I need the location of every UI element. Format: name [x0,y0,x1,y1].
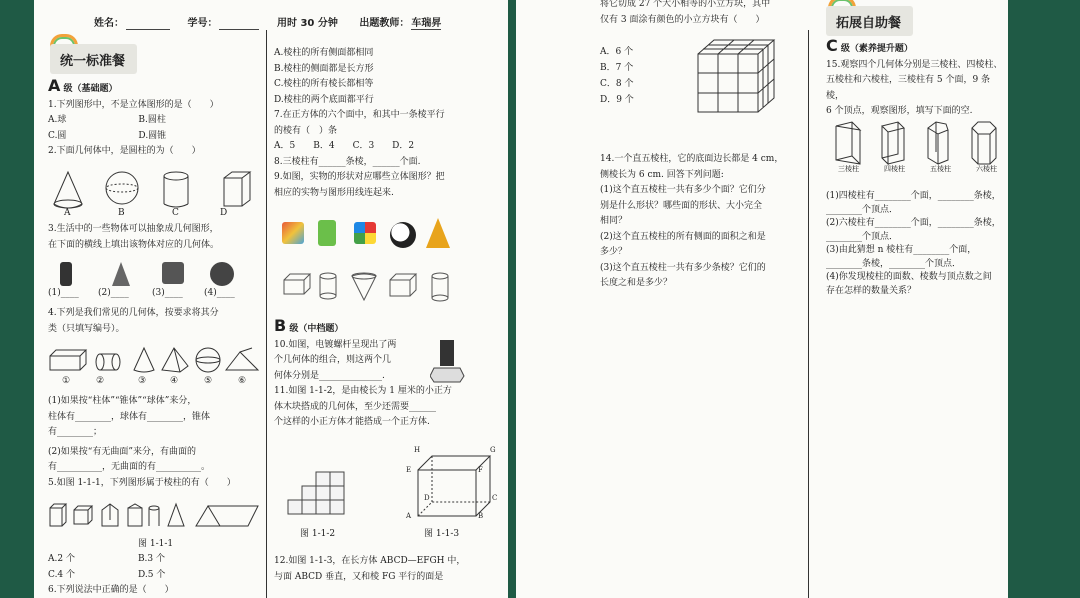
q7-options: A．5 B．4 C．3 D．2 [274,141,415,151]
fig-1-1-3-caption: 图 1-1-3 [424,529,460,539]
right-column [274,46,506,201]
level-b-heading: B 级（中档题） [274,316,344,335]
q14-part-2b: 多少？ [600,247,628,257]
q15-part-4a: (4)你发现棱柱的面数、棱数与顶点数之间 [826,272,992,282]
rubiks-cube-image [162,262,184,284]
worksheet-page-left [34,0,508,598]
q14-part-1a: (1)这个直五棱柱一共有多少个面？它们分 [600,185,766,195]
level-b-section [274,318,506,431]
q1: 1.下列图形中，不是立体图形的是（ ） [48,99,219,110]
level-c-heading: C 级（素养提升题） [826,36,913,55]
q14-part-2a: (2)这个直五棱柱的所有侧面的面积之和是 [600,231,766,242]
q2-label-c: C [172,208,179,218]
q10-line-3: 何体分别是______________. [274,370,385,381]
q14-line-1: 14.一个直五棱柱，它的底面边长都是 4 cm， [600,154,784,164]
teacher-label: 出题教师： [359,18,410,29]
q13-opt-a: A．6 个 [600,47,634,57]
basketball-image [210,262,234,286]
q2: 2.下面几何体中，是圆柱的为（ ） [48,146,201,156]
label-f: F [478,466,483,474]
q2-label-a: A [64,208,71,218]
q9-line-1: 9.如图，实物的形状对应哪些立体图形？把 [274,172,445,182]
q4-shapes-figure [48,346,260,376]
q13-opt-c: C．8 个 [600,79,634,89]
books-image [282,222,304,244]
fig-1-1-3-cuboid [410,452,498,522]
q3-blank-4[interactable]: (4)____ [204,288,235,298]
q15-line-1: 15.观察四个几何体分别是三棱柱、四棱柱、 [826,59,1003,70]
q14-text [600,152,800,292]
q4-part-1c: 有________； [48,427,103,437]
number-label: 学号： [187,18,218,29]
time-label: 用时 30 分钟 [276,18,338,29]
q12-text [274,554,506,585]
cone-photo-image [112,262,130,286]
q10-line-1: 10.如图，电镀螺杆呈现出了两 [274,339,397,350]
label-d: D [424,494,430,502]
q15-part-2a: (2)六棱柱有________个面，________条棱， [826,218,1001,228]
q13-line-2: 仅有 3 面涂有颜色的小立方块有（ ） [600,14,765,25]
q4-label-4: ④ [170,376,179,386]
q11-line-2: 体木块搭成的几何体，至少还需要______ [274,401,437,412]
q3-blank-3[interactable]: (3)____ [152,288,183,298]
q10-line-2: 个几何体的组合，则这两个几 [274,355,392,365]
q4-label-5: ⑤ [204,376,213,386]
q4-part-1a: (1)如果按“柱体”“锥体”“球体”来分， [48,396,197,406]
q4-line-1: 4.下列是我们常见的几何体，按要求将其分 [48,308,219,318]
cube-3x3-figure [694,36,780,116]
prism-label-5: 五棱柱 [930,165,951,173]
section-banner: 统一标准餐 [50,44,137,74]
q15-line-3: 6 个顶点，观察图形，填写下面的空. [826,106,973,116]
prism-label-3: 三棱柱 [838,165,859,173]
label-b: B [478,512,484,520]
label-g: G [490,446,496,454]
q8: 8.三棱柱有______条棱，______个面. [274,156,421,167]
q15-part-1a: (1)四棱柱有________个面，________条棱， [826,191,1001,201]
q12-line-1: 12.如图 1-1-3，在长方体 ABCD—EFGH 中， [274,556,466,566]
q4-label-1: ① [62,376,71,386]
q9-shapes-figure [280,272,460,302]
q3-text [48,222,260,253]
q13-text [600,0,810,28]
worksheet-page-right [516,0,1008,598]
prisms-figure [832,118,1008,166]
column-divider [266,30,267,598]
label-a: A [406,512,412,520]
q4-label-3: ③ [138,376,147,386]
q11-line-1: 11.如图 1-1-2，是由棱长为 1 厘米的小正方 [274,386,452,396]
q1-opts-ab: A.球 B.圆柱 [48,115,166,125]
q13-options [600,44,680,108]
q15-part-1b: ________个顶点． [826,204,899,215]
q4-part-2b: 有__________，无曲面的有__________。 [48,462,211,472]
q4-label-6: ⑥ [238,376,247,386]
fig-1-1-1-caption: 图 1-1-1 [138,539,174,549]
q4-parts [48,394,262,491]
q14-part-1c: 相同？ [600,216,628,226]
q14-part-3b: 长度之和是多少？ [600,278,673,288]
q6-opt-d: D.棱柱的两个底面都平行 [274,94,374,105]
q13-opt-b: B．7 个 [600,63,634,73]
q4-part-1b: 柱体有________，球体有________，锥体 [48,411,211,422]
q14-line-2: 侧棱长为 6 cm. 回答下列问题: [600,169,724,180]
section-banner-right: 拓展自助餐 [826,6,913,36]
q13-line-1: 将它切成 27 个大小相等的小立方块，其中 [600,0,771,9]
q1-opts-cd: C.圆 D.圆锥 [48,130,167,141]
name-label: 姓名： [94,18,124,29]
q4-part-2a: (2)如果按“有无曲面”来分，有曲面的 [48,446,196,457]
q14-part-3a: (3)这个直五棱柱一共有多少条棱？它们的 [600,262,766,273]
q5: 5.如图 1-1-1，下列图形属于棱柱的有（ ） [48,477,236,488]
level-c-section [826,38,1006,120]
fig-1-1-1-shapes [48,500,262,528]
q15-part-4b: 存在怎样的数量关系？ [826,285,917,296]
q15-part-3b: ________条棱，________个顶点． [826,258,962,269]
cone-image [426,218,450,248]
q13-opt-d: D．9 个 [600,95,634,105]
q12-line-2: 与面 ABCD 垂直，又和棱 FG 平行的面是 [274,571,444,582]
q3-blank-1[interactable]: (1)____ [48,288,79,298]
q11-line-3: 个这样的小正方体才能搭成一个正方体. [274,417,430,427]
label-e: E [406,466,412,474]
label-h: H [414,446,421,454]
q5-opts-cd: C.4 个 D.5 个 [48,569,166,580]
q3-blank-2[interactable]: (2)____ [98,288,129,298]
q6-opt-b: B.棱柱的侧面都是长方形 [274,63,374,74]
column-divider-right [808,30,809,598]
q15-part-2b: ________个顶点． [826,231,899,242]
student-info-header [94,14,459,30]
level-a-heading: A 级（基础题） [48,76,118,95]
q2-label-d: D [220,208,228,218]
left-column [48,78,260,160]
q14-part-1b: 别是什么形状？哪些面的形状、大小完全 [600,200,763,211]
q9-line-2: 相应的实物与图形用线连起来. [274,187,394,198]
bolt-image [430,338,466,384]
prism-label-6: 六棱柱 [976,165,997,173]
q6-opt-c: C.棱柱的所有棱长都相等 [274,79,374,89]
q4-text [48,306,260,337]
q5-options [48,552,260,598]
label-c: C [492,494,498,502]
q7-line-2: 的棱有（ ）条 [274,125,338,136]
q3-line-1: 3.生活中的一些物体可以抽象成几何图形， [48,224,219,234]
teacher-name: 车瑞昇 [411,18,442,29]
q6-opt-a: A.棱柱的所有侧面都相同 [274,48,374,58]
battery-image [60,262,72,286]
q7-line-1: 7.在正方体的六个面中，和其中一条棱平行 [274,110,445,120]
q15-parts [826,190,1008,298]
drink-box-image [318,220,336,246]
q15-part-3a: (3)由此猜想 n 棱柱有________个面， [826,245,977,255]
q15-line-2: 五棱柱和六棱柱，三棱柱有 5 个面，9 条棱， [826,75,991,101]
rubiks-cube-color-image [354,222,376,244]
fig-1-1-2-caption: 图 1-1-2 [300,529,336,539]
soccer-ball-image [390,222,416,248]
fig-1-1-2-cubes [284,462,354,518]
q4-line-2: 类（只填写编号）。 [48,323,125,334]
q6: 6.下列说法中正确的是（ ） [48,585,174,595]
q2-label-b: B [118,208,125,218]
q5-opts-ab: A.2 个 B.3 个 [48,554,166,564]
q4-label-2: ② [96,376,105,386]
prism-label-4: 四棱柱 [884,165,905,173]
q3-line-2: 在下面的横线上填出该物体对应的几何体。 [48,239,220,250]
